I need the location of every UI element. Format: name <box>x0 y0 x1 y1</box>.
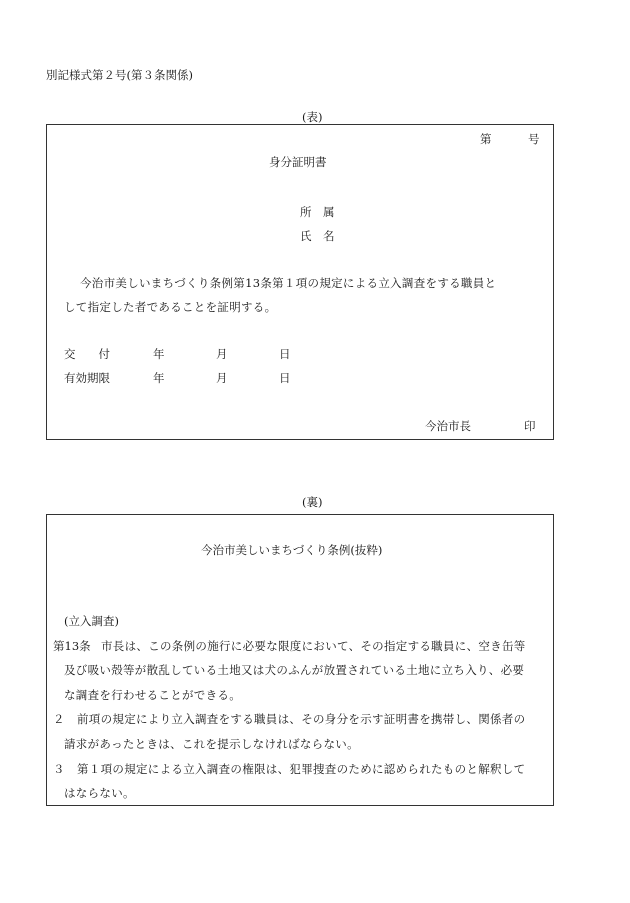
clause2-line2: 請求があったときは、これを提示しなければならない。 <box>64 737 359 751</box>
seal-label: 印 <box>524 419 536 433</box>
certification-text-line1: 今治市美しいまちづくり条例第13条第１項の規定による立入調査をする職員と <box>80 276 497 290</box>
front-title: 身分証明書 <box>269 155 327 169</box>
section-caption: (立入調査) <box>64 614 119 628</box>
issue-month-label: 月 <box>216 347 228 361</box>
affiliation-label: 所 属 <box>300 205 335 219</box>
valid-month-label: 月 <box>216 371 228 385</box>
valid-label: 有効期限 <box>64 371 110 385</box>
number-suffix: 号 <box>528 132 540 146</box>
front-card <box>46 124 554 440</box>
issue-label: 交 付 <box>64 347 110 361</box>
back-card <box>46 514 554 806</box>
issuer-name: 今治市長 <box>425 419 471 433</box>
clause2-number: ２ <box>53 712 65 726</box>
clause1-line1: 市長は、この条例の施行に必要な限度において、その指定する職員に、空き缶等 <box>101 639 526 653</box>
number-label: 第 <box>480 132 492 146</box>
back-title: 今治市美しいまちづくり条例(抜粋) <box>201 543 383 557</box>
clause1-line2: 及び吸い殻等が散乱している土地又は犬のふんが放置されている土地に立ち入り、必要 <box>64 663 525 677</box>
back-heading: (裏) <box>302 495 323 509</box>
clause3-line1: 第１項の規定による立入調査の権限は、犯罪捜査のために認められたものと解釈して <box>77 762 526 776</box>
name-label: 氏 名 <box>300 229 335 243</box>
issue-year-label: 年 <box>153 347 165 361</box>
clause2-line1: 前項の規定により立入調査をする職員は、その身分を示す証明書を携帯し、関係者の <box>77 712 526 726</box>
form-title: 別記様式第２号(第３条関係) <box>46 68 193 82</box>
clause1-line3: な調査を行わせることができる。 <box>64 688 241 702</box>
issue-day-label: 日 <box>279 347 291 361</box>
front-heading: (表) <box>302 110 323 124</box>
certification-text-line2: して指定した者であることを証明する。 <box>64 300 277 314</box>
clause3-number: ３ <box>53 762 65 776</box>
clause3-line2: はならない。 <box>64 786 135 800</box>
article-label: 第13条 <box>53 639 91 653</box>
valid-year-label: 年 <box>153 371 165 385</box>
valid-day-label: 日 <box>279 371 291 385</box>
